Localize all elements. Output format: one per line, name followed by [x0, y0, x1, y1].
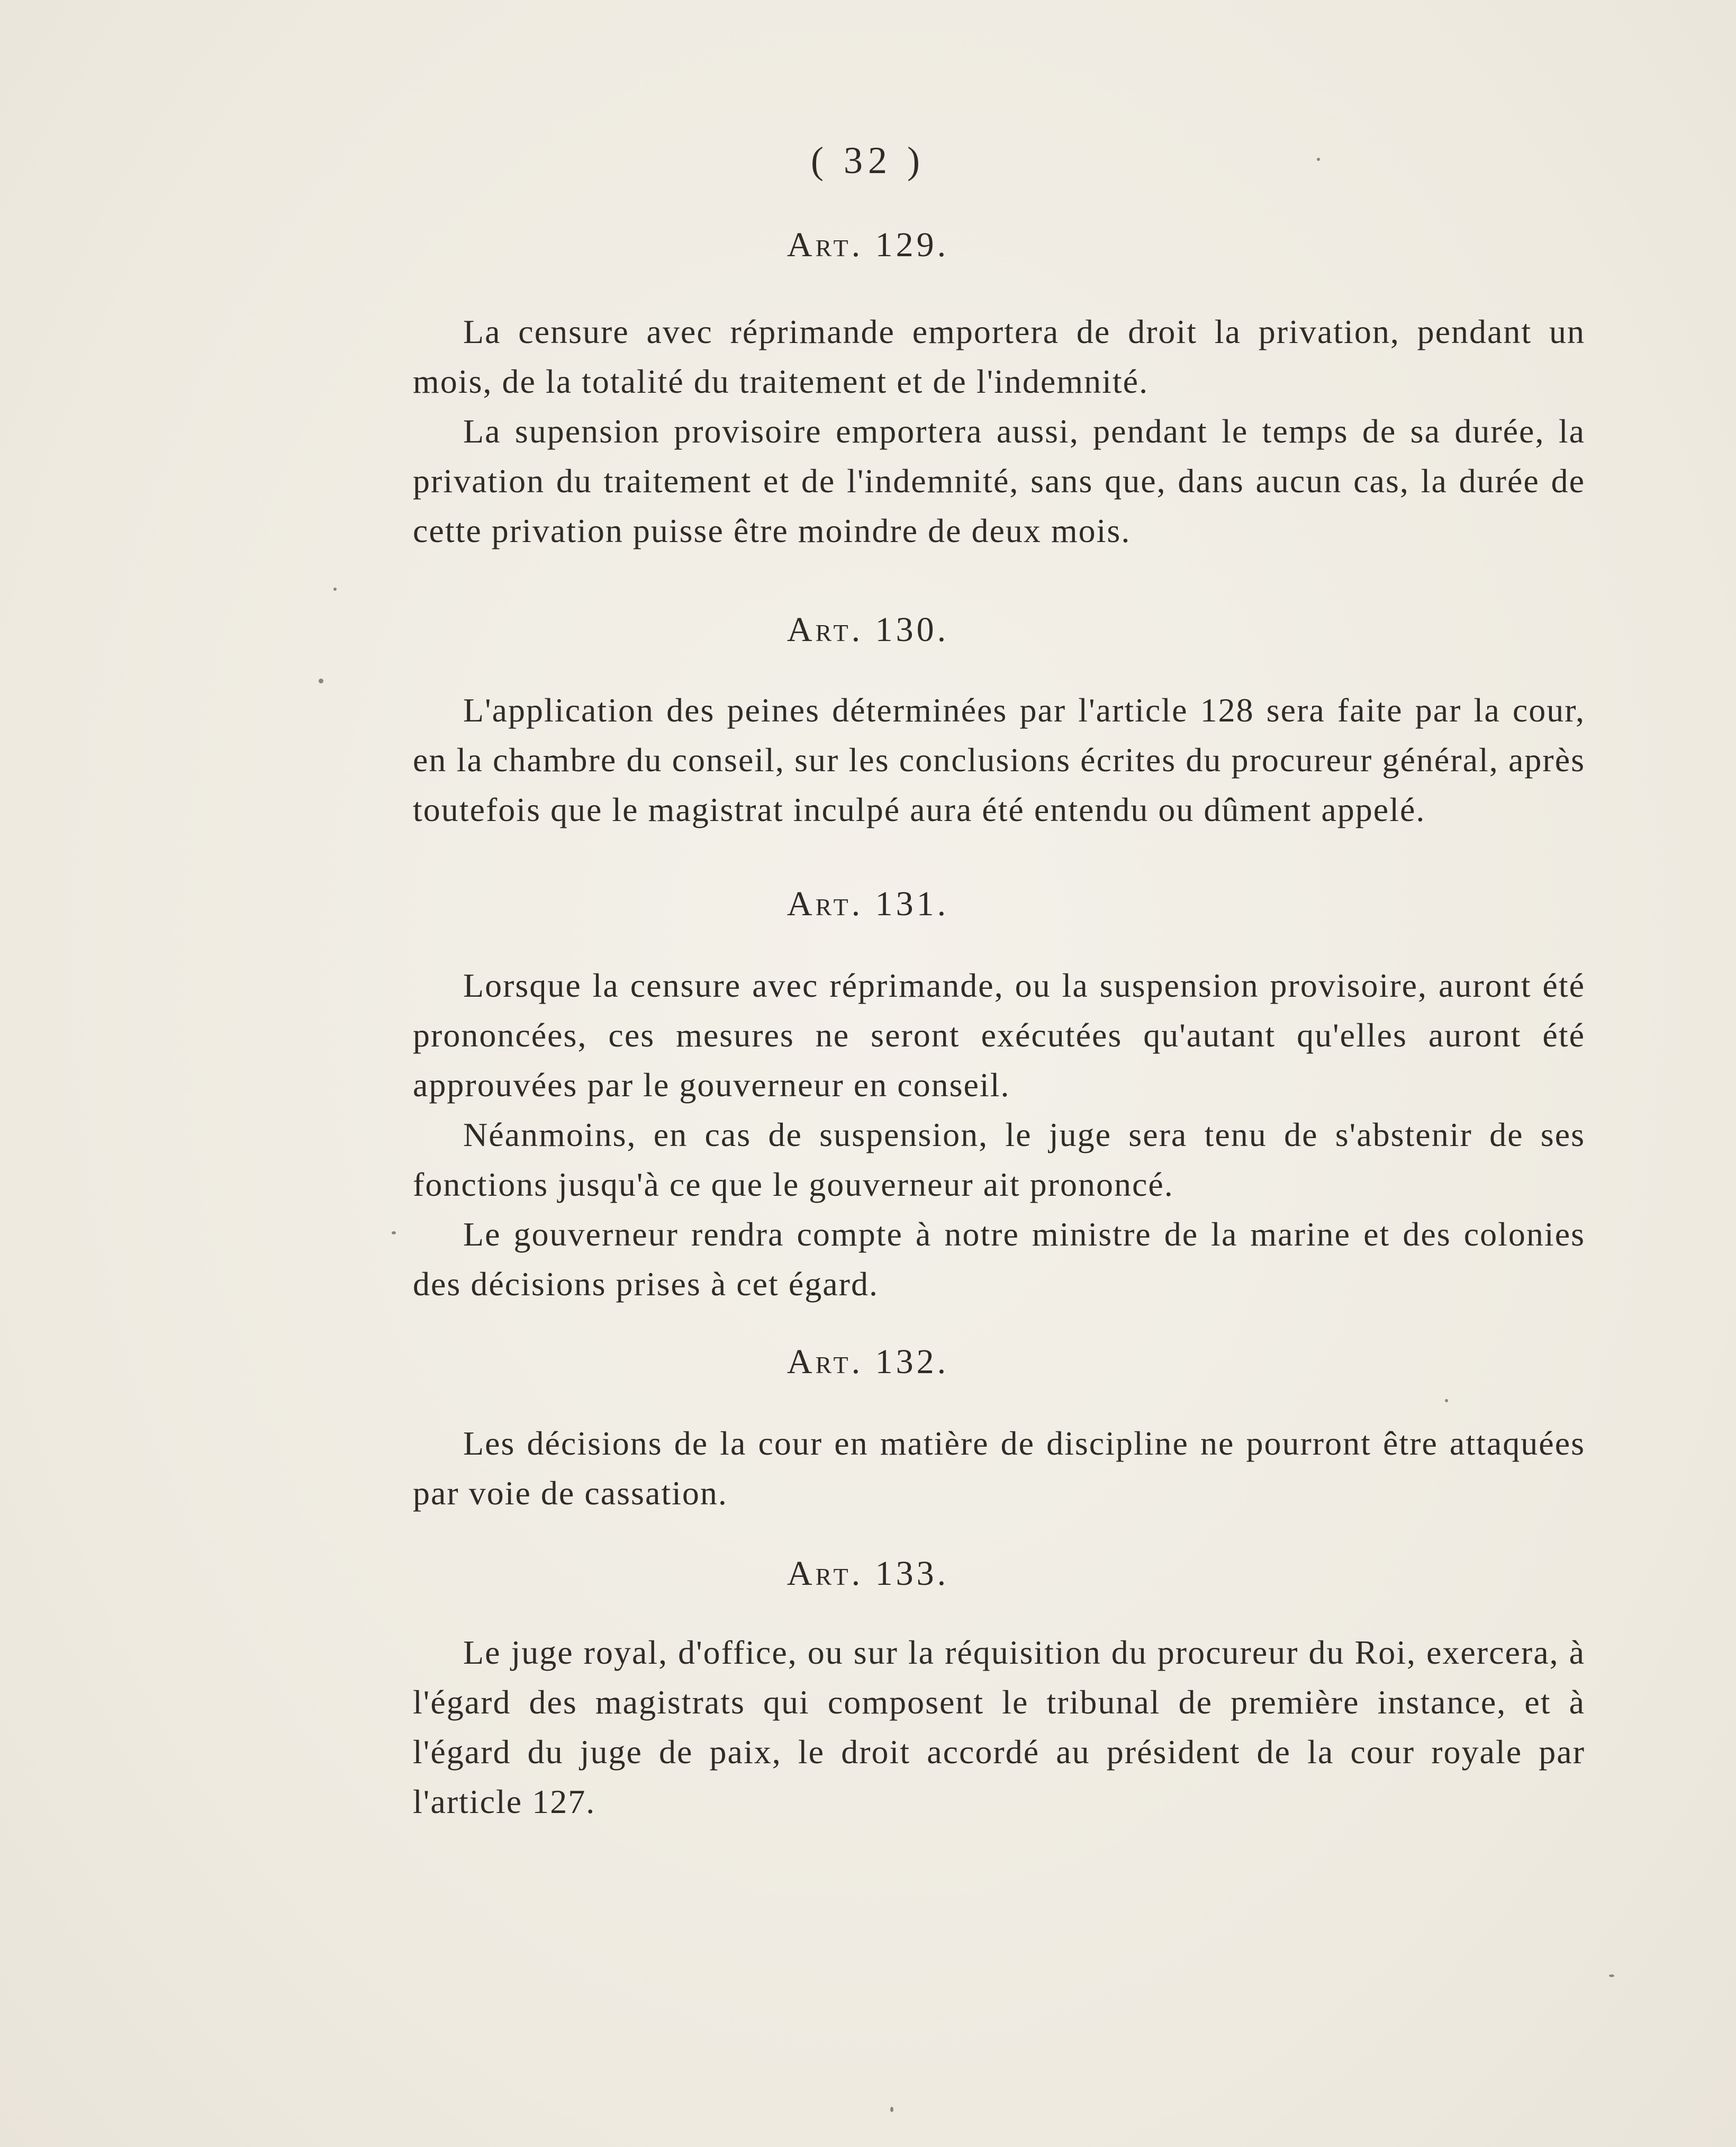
article-131-paragraph-1: Lorsque la censure avec réprimande, ou la suspension provisoire, auront été prononcées, ces mesures ne seront exécutées qu'autant qu'elles auront été approuvées par le gouverneur en conseil.: [413, 967, 1585, 1104]
article-129-body: [413, 307, 1585, 556]
article-heading-133: Art. 133.: [786, 1554, 950, 1593]
article-133-body: [413, 1628, 1585, 1827]
article-129-paragraph-1: La censure avec réprimande emportera de droit la privation, pendant un mois, de la totalité du traitement et de l'indemnité.: [413, 313, 1585, 400]
paper-speck: [333, 588, 337, 591]
article-130-body: [413, 685, 1585, 835]
paper-speck: [1445, 1399, 1448, 1402]
paper-speck: [392, 1231, 396, 1234]
article-131-paragraph-3: Le gouverneur rendra compte à notre ministre de la marine et des colonies des décisions prises à cet égard.: [413, 1215, 1585, 1303]
article-132-paragraph-1: Les décisions de la cour en matière de discipline ne pourront être attaquées par voie de cassation.: [413, 1424, 1585, 1512]
article-129-paragraph-2: La supension provisoire emportera aussi, pendant le temps de sa durée, la privation du traitement et de l'indemnité, sans que, dans aucun cas, la durée de cette privation puisse être moindre de deux mois.: [413, 412, 1585, 549]
article-133-paragraph-1: Le juge royal, d'office, ou sur la réquisition du procureur du Roi, exercera, à l'égard des magistrats qui composent le tribunal de première instance, et à l'égard du juge de paix, le droit accordé au président de la cour royale par l'article 127.: [413, 1634, 1585, 1820]
article-heading-129: Art. 129.: [786, 225, 950, 264]
article-heading-130: Art. 130.: [786, 610, 950, 649]
page-number: ( 32 ): [811, 139, 925, 182]
article-131-body: [413, 961, 1585, 1309]
article-132-body: [413, 1419, 1585, 1518]
article-131-paragraph-2: Néanmoins, en cas de suspension, le juge sera tenu de s'abstenir de ses fonctions jusqu'à ce que le gouverneur ait prononcé.: [413, 1116, 1585, 1203]
paper-speck: [319, 679, 323, 683]
article-heading-131: Art. 131.: [786, 885, 950, 923]
paper-speck: [1609, 1974, 1614, 1977]
article-heading-132: Art. 132.: [786, 1342, 950, 1381]
article-130-paragraph-1: L'application des peines déterminées par l'article 128 sera faite par la cour, en la chambre du conseil, sur les conclusions écrites du procureur général, après toutefois que le magistrat inculpé aura été entendu ou dûment appelé.: [413, 691, 1585, 828]
paper-speck: [890, 2107, 893, 2112]
paper-speck: [1317, 158, 1320, 161]
